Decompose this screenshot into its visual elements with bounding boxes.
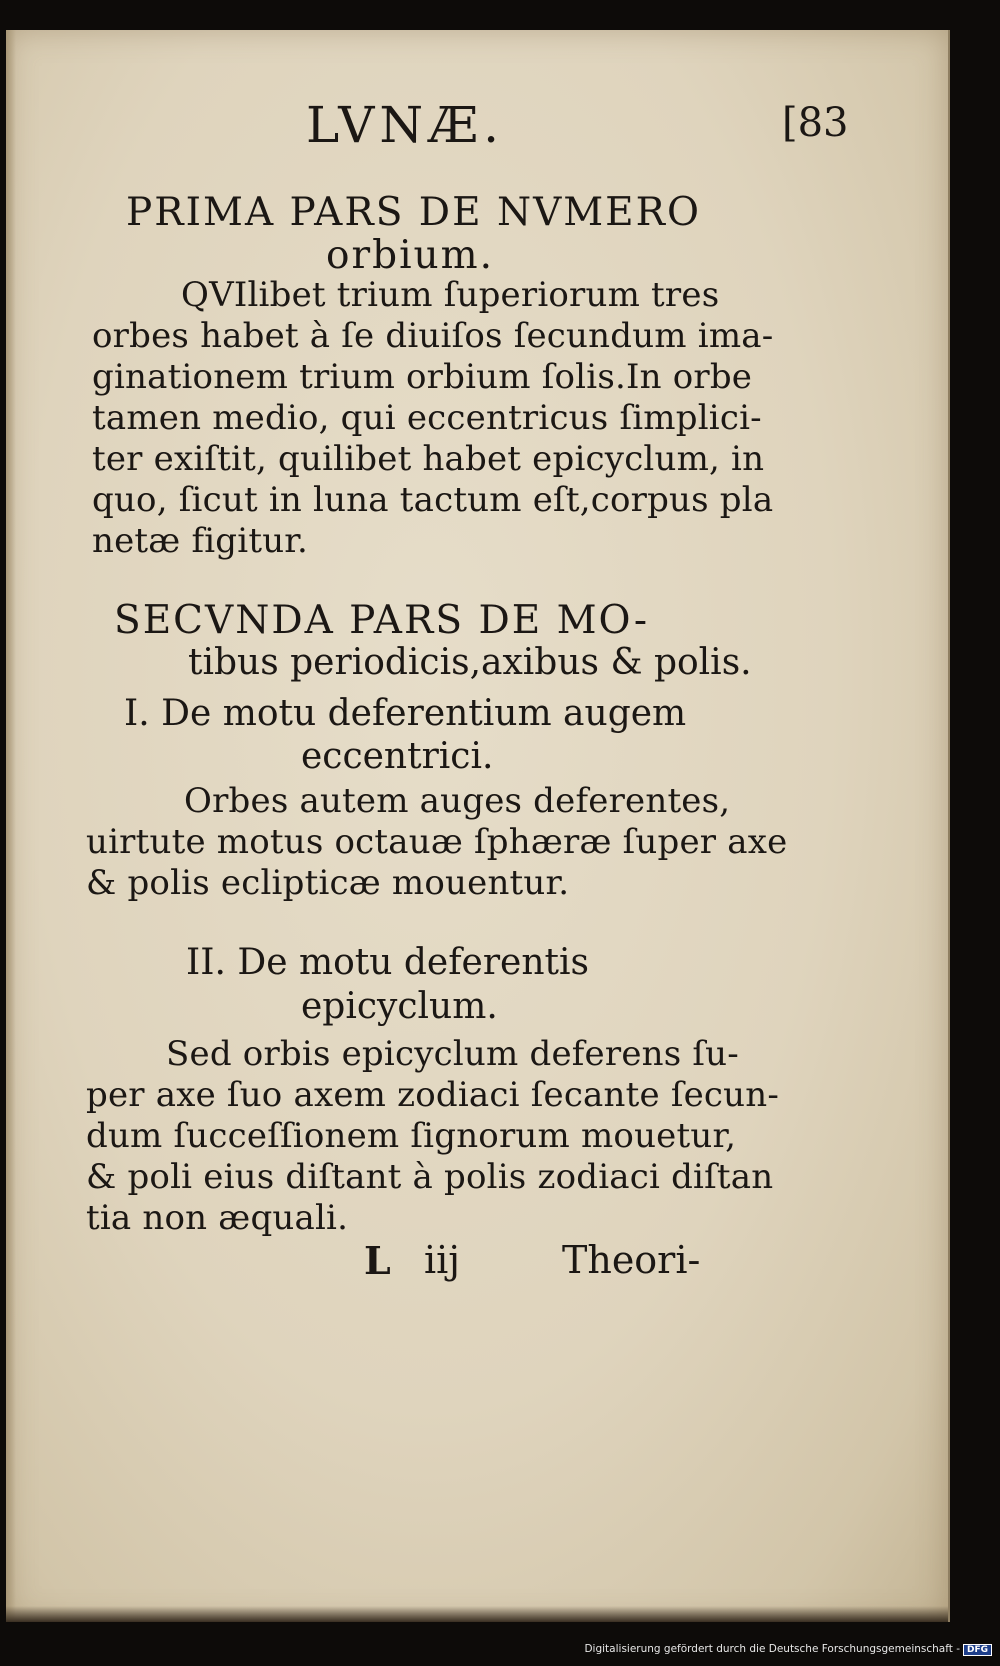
page-number-value: 83 [797,100,849,146]
prima-line-6: quo, ſicut in luna tactum eſt,corpus pla [92,480,774,520]
section-1-heading-line-2: eccentrici. [301,736,494,777]
dfg-logo: DFG [963,1644,992,1656]
prima-heading-line-2: orbium. [326,233,495,278]
signature-number: iij [424,1238,461,1282]
credit-text: Digitalisierung gefördert durch die Deutsche Forschungsgemeinschaft - [584,1643,960,1655]
section-2-heading-line-2: epicyclum. [301,986,498,1027]
section-2-line-2: per axe ſuo axem zodiaci ſecante ſecun- [86,1075,780,1115]
section-1-heading-line-1: I. De motu deferentium augem [124,693,687,734]
prima-line-5: ter exiſtit, quilibet habet epicyclum, in [92,439,765,479]
catchword: Theori- [562,1238,701,1282]
page-number: [83 [782,100,849,146]
running-head: LVNÆ. [306,96,505,154]
page-bottom-edge [6,1606,948,1622]
prima-line-2: orbes habet à ſe diuiſos ſecundum ima- [92,316,774,356]
book-page [6,30,950,1622]
section-2-line-4: & poli eius diſtant à polis zodiaci diſtan [86,1157,774,1197]
digitization-credit [584,1643,992,1656]
secunda-heading-line-1: SECVNDA PARS DE MO- [114,598,650,643]
section-2-line-5: tia non æquali. [86,1198,349,1238]
section-1-line-1: Orbes autem auges deferentes, [184,781,731,821]
section-1-line-2: uirtute motus octauæ ſphæræ ſuper axe [86,822,788,862]
signature-mark: L [364,1238,391,1283]
section-2-line-1: Sed orbis epicyclum deferens ſu- [166,1034,739,1074]
prima-heading-line-1: PRIMA PARS DE NVMERO [126,190,701,235]
prima-line-1: QVIlibet trium ſuperiorum tres [181,275,720,315]
section-2-heading-line-1: II. De motu deferentis [186,942,589,983]
prima-line-3: ginationem trium orbium ſolis.In orbe [92,357,753,397]
prima-line-4: tamen medio, qui eccentricus ſimplici- [92,398,762,438]
section-1-line-3: & polis eclipticæ mouentur. [86,863,570,903]
page-gutter-shadow [6,30,16,1622]
section-2-line-3: dum ſucceſſionem ſignorum mouetur, [86,1116,737,1156]
secunda-heading-line-2: tibus periodicis,axibus & polis. [188,642,752,683]
prima-line-7: netæ figitur. [92,521,309,561]
